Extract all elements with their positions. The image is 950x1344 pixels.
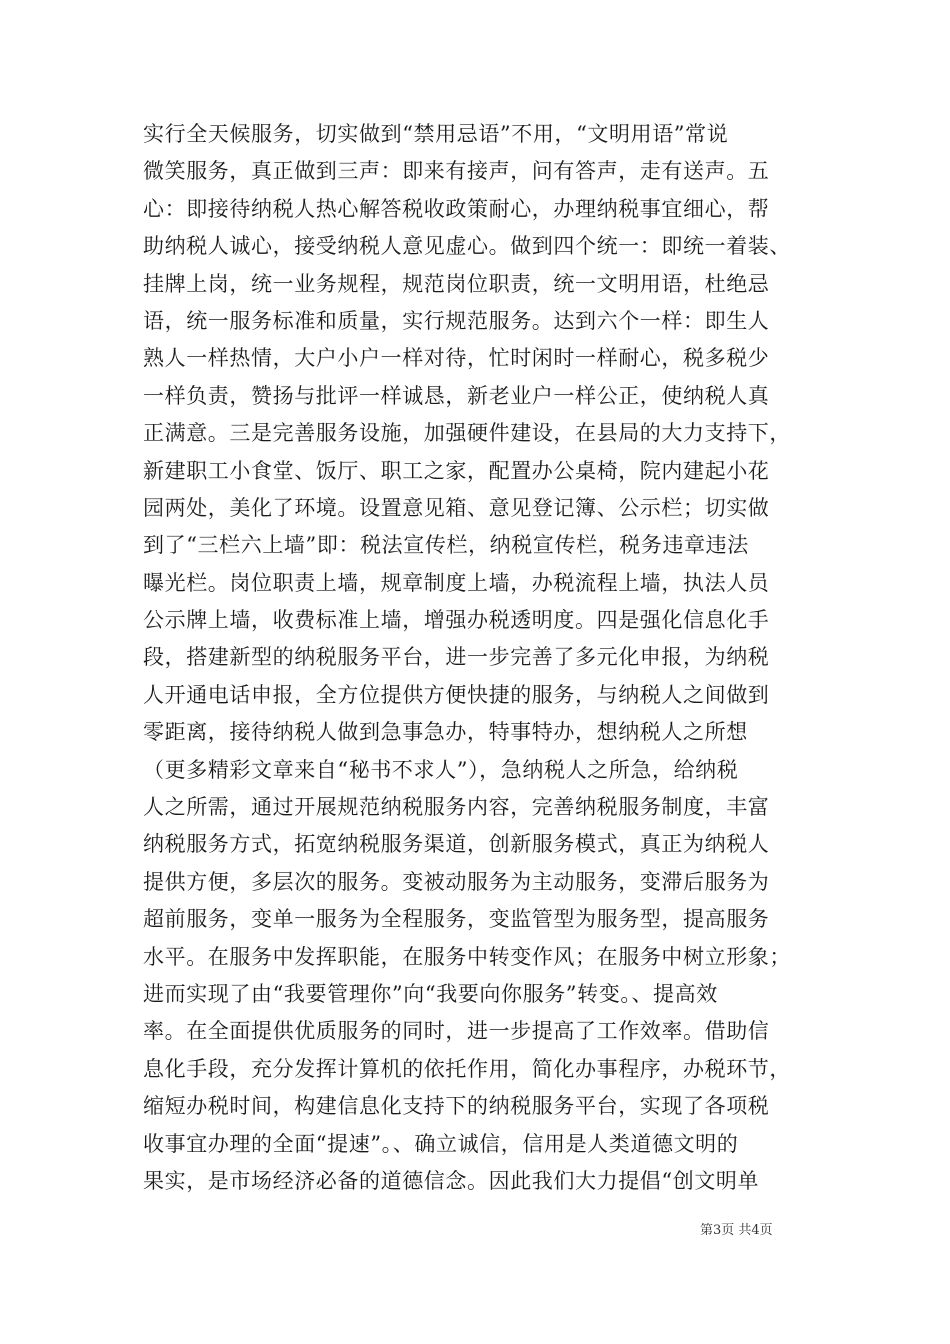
text-line: 正满意。三是完善服务设施，加强硬件建设，在县局的大力支持下，: [143, 421, 791, 446]
text-line: 息化手段，充分发挥计算机的依托作用，简化办事程序，办税环节，: [143, 1056, 791, 1081]
text-line: 语，统一服务标准和质量，实行规范服务。达到六个一样：即生人: [143, 308, 770, 333]
text-line: 人之所需，通过开展规范纳税服务内容，完善纳税服务制度，丰富: [143, 795, 770, 820]
text-line: （更多精彩文章来自“秘书不求人”），急纳税人之所急，给纳税: [143, 757, 739, 782]
text-line: 公示牌上墙，收费标准上墙，增强办税透明度。四是强化信息化手: [143, 608, 770, 633]
text-line: 收事宜办理的全面“提速”。、确立诚信，信用是人类道德文明的: [143, 1131, 739, 1156]
text-line: 园两处，美化了环境。设置意见箱、意见登记簿、公示栏；切实做: [143, 495, 770, 520]
text-line: 果实，是市场经济必备的道德信念。因此我们大力提倡“创文明单: [143, 1168, 760, 1193]
text-line: 提供方便，多层次的服务。变被动服务为主动服务，变滞后服务为: [143, 869, 770, 894]
text-line: 一样负责，赞扬与批评一样诚恳，新老业户一样公正，使纳税人真: [143, 383, 770, 408]
text-line: 曝光栏。岗位职责上墙，规章制度上墙，办税流程上墙，执法人员: [143, 570, 770, 595]
document-body: [143, 116, 823, 1200]
text-line: 水平。在服务中发挥职能，在服务中转变作风；在服务中树立形象；: [143, 944, 791, 969]
text-line: 率。在全面提供优质服务的同时，进一步提高了工作效率。借助信: [143, 1019, 770, 1044]
text-line: 零距离，接待纳税人做到急事急办，特事特办，想纳税人之所想: [143, 720, 748, 745]
text-line: 人开通电话申报，全方位提供方便快捷的服务，与纳税人之间做到: [143, 682, 770, 707]
text-line: 心：即接待纳税人热心解答税收政策耐心，办理纳税事宜细心，帮: [143, 196, 770, 221]
text-line: 微笑服务，真正做到三声：即来有接声，问有答声，走有送声。五: [143, 159, 770, 184]
text-line: 到了“三栏六上墙”即：税法宣传栏，纳税宣传栏，税务违章违法: [143, 533, 749, 558]
text-line: 挂牌上岗，统一业务规程，规范岗位职责，统一文明用语，杜绝忌: [143, 271, 770, 296]
text-line: 熟人一样热情，大户小户一样对待，忙时闲时一样耐心，税多税少: [143, 346, 770, 371]
text-line: 新建职工小食堂、饭厅、职工之家，配置办公桌椅，院内建起小花: [143, 458, 770, 483]
text-line: 实行全天候服务，切实做到“禁用忌语”不用，“文明用语”常说: [143, 122, 729, 146]
text-line: 缩短办税时间，构建信息化支持下的纳税服务平台，实现了各项税: [143, 1094, 770, 1119]
text-line: 进而实现了由“我要管理你”向“我要向你服务”转变。、提高效: [143, 981, 718, 1006]
text-line: 段，搭建新型的纳税服务平台，进一步完善了多元化申报，为纳税: [143, 645, 770, 670]
text-line: 超前服务，变单一服务为全程服务，变监管型为服务型，提高服务: [143, 907, 770, 932]
text-line: 纳税服务方式，拓宽纳税服务渠道，创新服务模式，真正为纳税人: [143, 832, 770, 857]
text-line: 助纳税人诚心，接受纳税人意见虚心。做到四个统一：即统一着装、: [143, 234, 791, 259]
page-number: 第3页 共4页: [700, 1223, 773, 1238]
